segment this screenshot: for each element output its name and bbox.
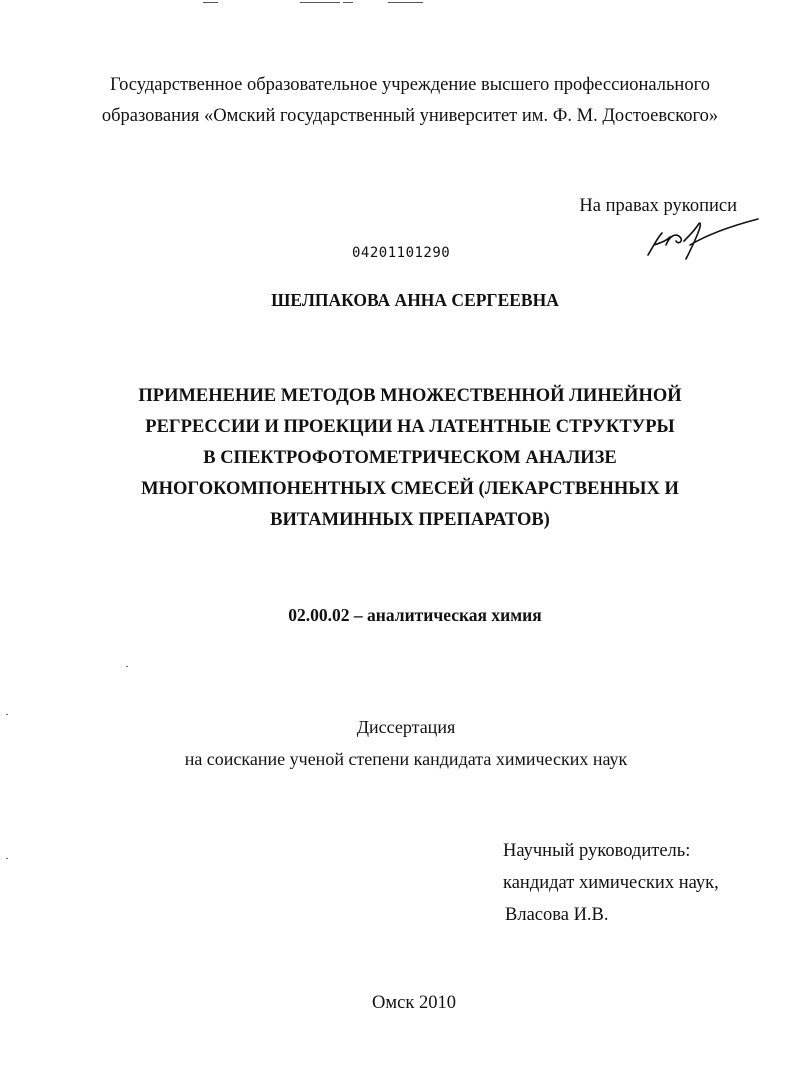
title-line-3: В СПЕКТРОФОТОМЕТРИЧЕСКОМ АНАЛИЗЕ: [203, 448, 617, 468]
city-year: Омск 2010: [372, 993, 456, 1013]
signature-icon: [640, 215, 765, 265]
title-line-5: ВИТАМИННЫХ ПРЕПАРАТОВ): [270, 510, 550, 530]
author-name: ШЕЛПАКОВА АННА СЕРГЕЕВНА: [271, 290, 559, 310]
supervisor-label: Научный руководитель:: [503, 841, 691, 861]
dissertation-title: [60, 381, 760, 536]
dissertation-purpose: на соискание ученой степени кандидата химических наук: [184, 749, 628, 769]
supervisor-name: Власова И.В.: [505, 905, 609, 925]
supervisor-degree: кандидат химических наук,: [503, 873, 719, 893]
scan-edge-marks: [0, 0, 792, 8]
dissertation-label-block: [0, 711, 792, 775]
scan-speck: [6, 858, 8, 859]
manuscript-note: На правах рукописи: [579, 196, 737, 216]
title-line-1: ПРИМЕНЕНИЕ МЕТОДОВ МНОЖЕСТВЕННОЙ ЛИНЕЙНОЙ: [138, 386, 682, 406]
institution-heading: [60, 70, 760, 132]
supervisor-block: [503, 835, 719, 931]
dissertation-label: Диссертация: [356, 717, 456, 737]
scan-speck: [126, 666, 128, 667]
institution-line-1: Государственное образовательное учреждение высшего профессионального: [110, 75, 710, 95]
archive-stamp: 04201101290: [352, 245, 451, 261]
title-line-2: РЕГРЕССИИ И ПРОЕКЦИИ НА ЛАТЕНТНЫЕ СТРУКТУРЫ: [145, 417, 675, 437]
scan-speck: [6, 714, 8, 715]
title-line-4: МНОГОКОМПОНЕНТНЫХ СМЕСЕЙ (ЛЕКАРСТВЕННЫХ И: [141, 479, 679, 499]
specialty-code: 02.00.02 – аналитическая химия: [288, 605, 542, 625]
institution-line-2: образования «Омский государственный университет им. Ф. М. Достоевского»: [101, 106, 719, 126]
